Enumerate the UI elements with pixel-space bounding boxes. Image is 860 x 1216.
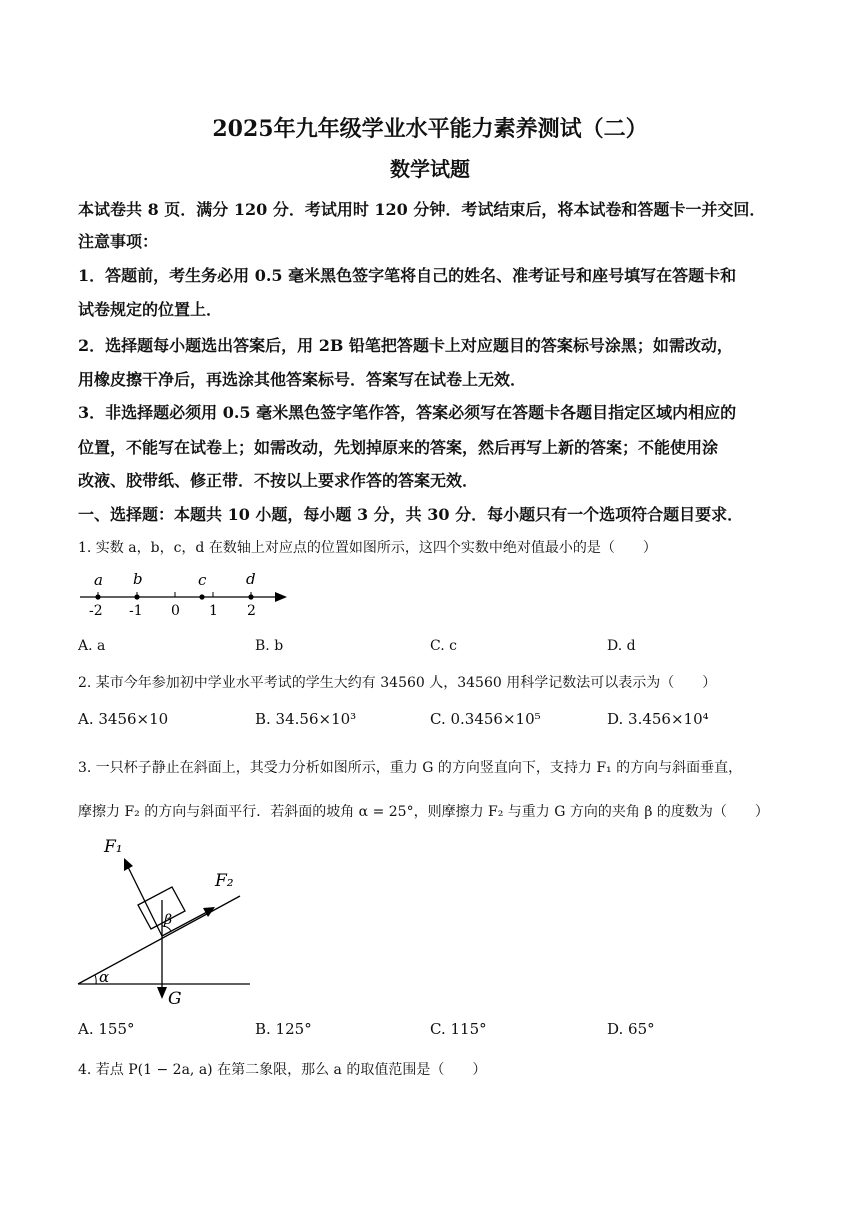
tick-label: 0 [171, 603, 180, 619]
point-a [95, 594, 100, 599]
q3-option-b[interactable]: B. 125° [255, 1020, 312, 1038]
exam-title: 2025年九年级学业水平能力素养测试（二） [212, 116, 648, 142]
question-3-stem-line-2: 摩擦力 F₂ 的方向与斜面平行．若斜面的坡角 α = 25°，则摩擦力 F₂ 与重力 G 方向的夹角 β 的度数为（ ） [78, 804, 769, 820]
note-3-line-2: 位置，不能写在试卷上；如需改动，先划掉原来的答案，然后再写上新的答案；不能使用涂 [78, 438, 719, 457]
q2-option-a[interactable]: A. 3456×10 [78, 710, 169, 728]
note-1-line-2: 试卷规定的位置上． [78, 300, 223, 319]
notes-heading: 注意事项： [78, 232, 159, 251]
question-4-stem: 4. 若点 P(1 − 2a, a) 在第二象限，那么 a 的取值范围是（ ） [78, 1062, 487, 1078]
question-1-stem: 1. 实数 a，b，c，d 在数轴上对应点的位置如图所示，这四个实数中绝对值最小的是（ ） [78, 540, 657, 556]
label-f2: F₂ [215, 871, 234, 891]
tick-label: 2 [247, 603, 256, 619]
note-2-line-2: 用橡皮擦干净后，再选涂其他答案标号．答案写在试卷上无效． [78, 370, 527, 389]
force-diagram-figure [74, 830, 264, 1008]
point-c [199, 594, 204, 599]
question-3-stem-line-1: 3. 一只杯子静止在斜面上，其受力分析如图所示，重力 G 的方向竖直向下，支持力 F₁ 的方向与斜面垂直， [78, 760, 743, 776]
note-2-line-1: 2．选择题每小题选出答案后，用 2B 铅笔把答题卡上对应题目的答案标号涂黑；如需改动， [78, 336, 733, 355]
point-label-b: b [133, 570, 143, 588]
note-3-line-1: 3．非选择题必须用 0.5 毫米黑色签字笔作答，答案必须写在答题卡各题目指定区域内相应的 [78, 403, 737, 422]
q2-option-c[interactable]: C. 0.3456×10⁵ [430, 710, 541, 728]
q1-option-d[interactable]: D. d [607, 638, 636, 654]
label-beta: β [164, 912, 173, 928]
number-line-figure [74, 565, 294, 620]
tick-label: 1 [209, 603, 218, 619]
question-2-stem: 2. 某市今年参加初中学业水平考试的学生大约有 34560 人，34560 用科学记数法可以表示为（ ） [78, 675, 717, 691]
q3-option-a[interactable]: A. 155° [78, 1020, 135, 1038]
tick-label: -2 [89, 603, 103, 619]
q3-option-d[interactable]: D. 65° [607, 1020, 655, 1038]
note-3-line-3: 改液、胶带纸、修正带．不按以上要求作答的答案无效． [78, 471, 479, 490]
point-d [248, 594, 253, 599]
q2-option-d[interactable]: D. 3.456×10⁴ [607, 710, 709, 728]
point-label-c: c [198, 571, 207, 589]
exam-subtitle: 数学试题 [390, 157, 470, 181]
q1-option-a[interactable]: A. a [78, 638, 106, 654]
intro-line: 本试卷共 8 页．满分 120 分．考试用时 120 分钟．考试结束后，将本试卷和答题卡一并交回． [78, 200, 766, 219]
q2-option-b[interactable]: B. 34.56×10³ [255, 710, 357, 728]
q1-option-c[interactable]: C. c [430, 638, 457, 654]
point-label-a: a [94, 571, 103, 589]
tick-marks [98, 592, 251, 597]
note-1-line-1: 1．答题前，考生务必用 0.5 毫米黑色签字笔将自己的姓名、准考证号和座号填写在答题卡和 [78, 266, 737, 285]
point-label-d: d [246, 570, 256, 588]
q3-option-c[interactable]: C. 115° [430, 1020, 487, 1038]
label-g: G [168, 989, 182, 1008]
q1-option-b[interactable]: B. b [255, 638, 284, 654]
point-b [134, 594, 139, 599]
section-heading: 一、选择题：本题共 10 小题，每小题 3 分，共 30 分．每小题只有一个选项符合题目要求． [78, 505, 744, 524]
label-f1: F₁ [104, 837, 123, 857]
label-alpha: α [99, 968, 110, 986]
tick-label: -1 [129, 603, 143, 619]
